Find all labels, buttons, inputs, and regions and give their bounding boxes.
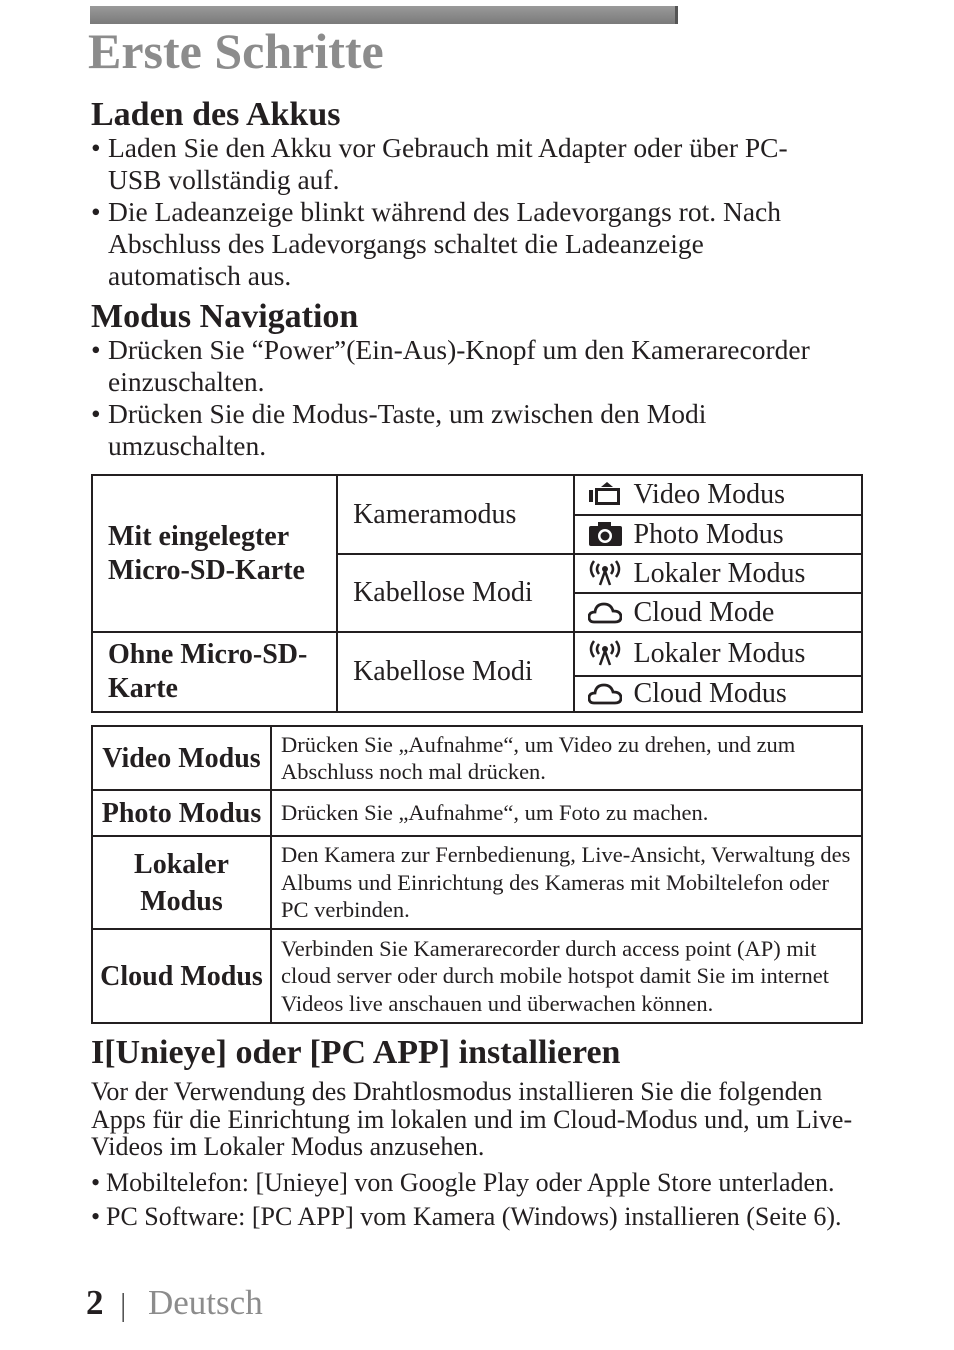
table-row — [92, 836, 862, 929]
section-heading-charging: Laden des Akkus — [91, 96, 341, 133]
list-item: • PC Software: [PC APP] vom Kamera (Windows) installieren (Seite 6). — [91, 1200, 881, 1234]
list-item: • Laden Sie den Akku vor Gebrauch mit Adapter oder über PC-USB vollständig auf. — [91, 132, 838, 196]
row-description: Verbinden Sie Kamerarecorder durch access point (AP) mit cloud server oder durch mobile hotspot damit Sie im internet Videos live anschauen und überwachen können. — [271, 929, 862, 1023]
wireless-modes-cell: Kabellose Modi — [337, 632, 573, 712]
row-label: Photo Modus — [92, 790, 271, 836]
footer-separator: | — [120, 1286, 127, 1322]
video-mode-label: Video Modus — [633, 479, 786, 510]
table-row — [92, 726, 862, 790]
cloud-mode-label: Cloud Modus — [633, 678, 787, 709]
row-description: Den Kamera zur Fernbedienung, Live-Ansicht, Verwaltung des Albums und Einrichtung des Kameras mit Mobiltelefon oder PC verbinden. — [271, 836, 862, 929]
row-description: Drücken Sie „Aufnahme“, um Video zu drehen, und zum Abschluss noch mal drücken. — [271, 726, 862, 790]
install-bullets — [91, 1166, 881, 1234]
local-mode-label: Lokaler Modus — [633, 557, 806, 589]
mode-description-table — [91, 725, 863, 1024]
cloud-mode-label: Cloud Mode — [633, 596, 775, 628]
navigation-bullets — [91, 334, 881, 462]
cloud-mode-cell — [574, 676, 862, 712]
with-sd-cell: Mit eingelegter Micro-SD-Karte — [92, 475, 337, 632]
cloud-mode-cell — [574, 593, 862, 632]
list-item: • Drücken Sie “Power”(Ein-Aus)-Knopf um den Kamerarecorder einzuschalten. — [91, 334, 883, 398]
list-item: • Mobiltelefon: [Unieye] von Google Play oder Apple Store unterladen. — [91, 1166, 881, 1200]
cloud-icon — [588, 599, 622, 625]
table-row — [92, 790, 862, 836]
photo-mode-label: Photo Modus — [633, 518, 784, 550]
local-mode-label: Lokaler Modus — [633, 638, 806, 669]
wireless-modes-cell: Kabellose Modi — [337, 554, 573, 632]
mode-table — [91, 474, 863, 713]
page-number: 2 — [86, 1283, 104, 1322]
wireless-antenna-icon — [588, 560, 622, 586]
footer-language: Deutsch — [148, 1283, 263, 1322]
cloud-icon — [588, 680, 622, 706]
table-row — [92, 929, 862, 1023]
wireless-antenna-icon — [588, 640, 622, 666]
without-sd-cell: Ohne Micro-SD-Karte — [92, 632, 337, 712]
camera-icon — [588, 521, 622, 547]
row-description: Drücken Sie „Aufnahme“, um Foto zu machen. — [271, 790, 862, 836]
list-item: • Drücken Sie die Modus-Taste, um zwischen den Modi umzuschalten. — [91, 398, 808, 462]
install-intro: Vor der Verwendung des Drahtlosmodus installieren Sie die folgenden Apps für die Einrichtung im lokalen und im Cloud-Modus und, um Live-Videos im Lokaler Modus anzusehen. — [91, 1077, 853, 1161]
charging-bullets — [91, 132, 881, 292]
row-label: Video Modus — [92, 726, 271, 790]
photo-mode-cell — [574, 515, 862, 554]
section-heading-navigation: Modus Navigation — [91, 298, 359, 335]
video-camera-icon — [588, 481, 622, 507]
page-title: Erste Schritte — [88, 23, 384, 79]
section-heading-install: I[Unieye] oder [PC APP] installieren — [91, 1034, 621, 1071]
list-item: • Die Ladeanzeige blinkt während des Ladevorgangs rot. Nach Abschluss des Ladevorgangs schaltet die Ladeanzeige automatisch aus. — [91, 196, 828, 292]
video-mode-cell — [574, 475, 862, 515]
camera-modes-cell: Kameramodus — [337, 475, 573, 554]
local-mode-cell — [574, 632, 862, 676]
row-label: Lokaler Modus — [92, 836, 271, 929]
local-mode-cell — [574, 554, 862, 593]
row-label: Cloud Modus — [92, 929, 271, 1023]
